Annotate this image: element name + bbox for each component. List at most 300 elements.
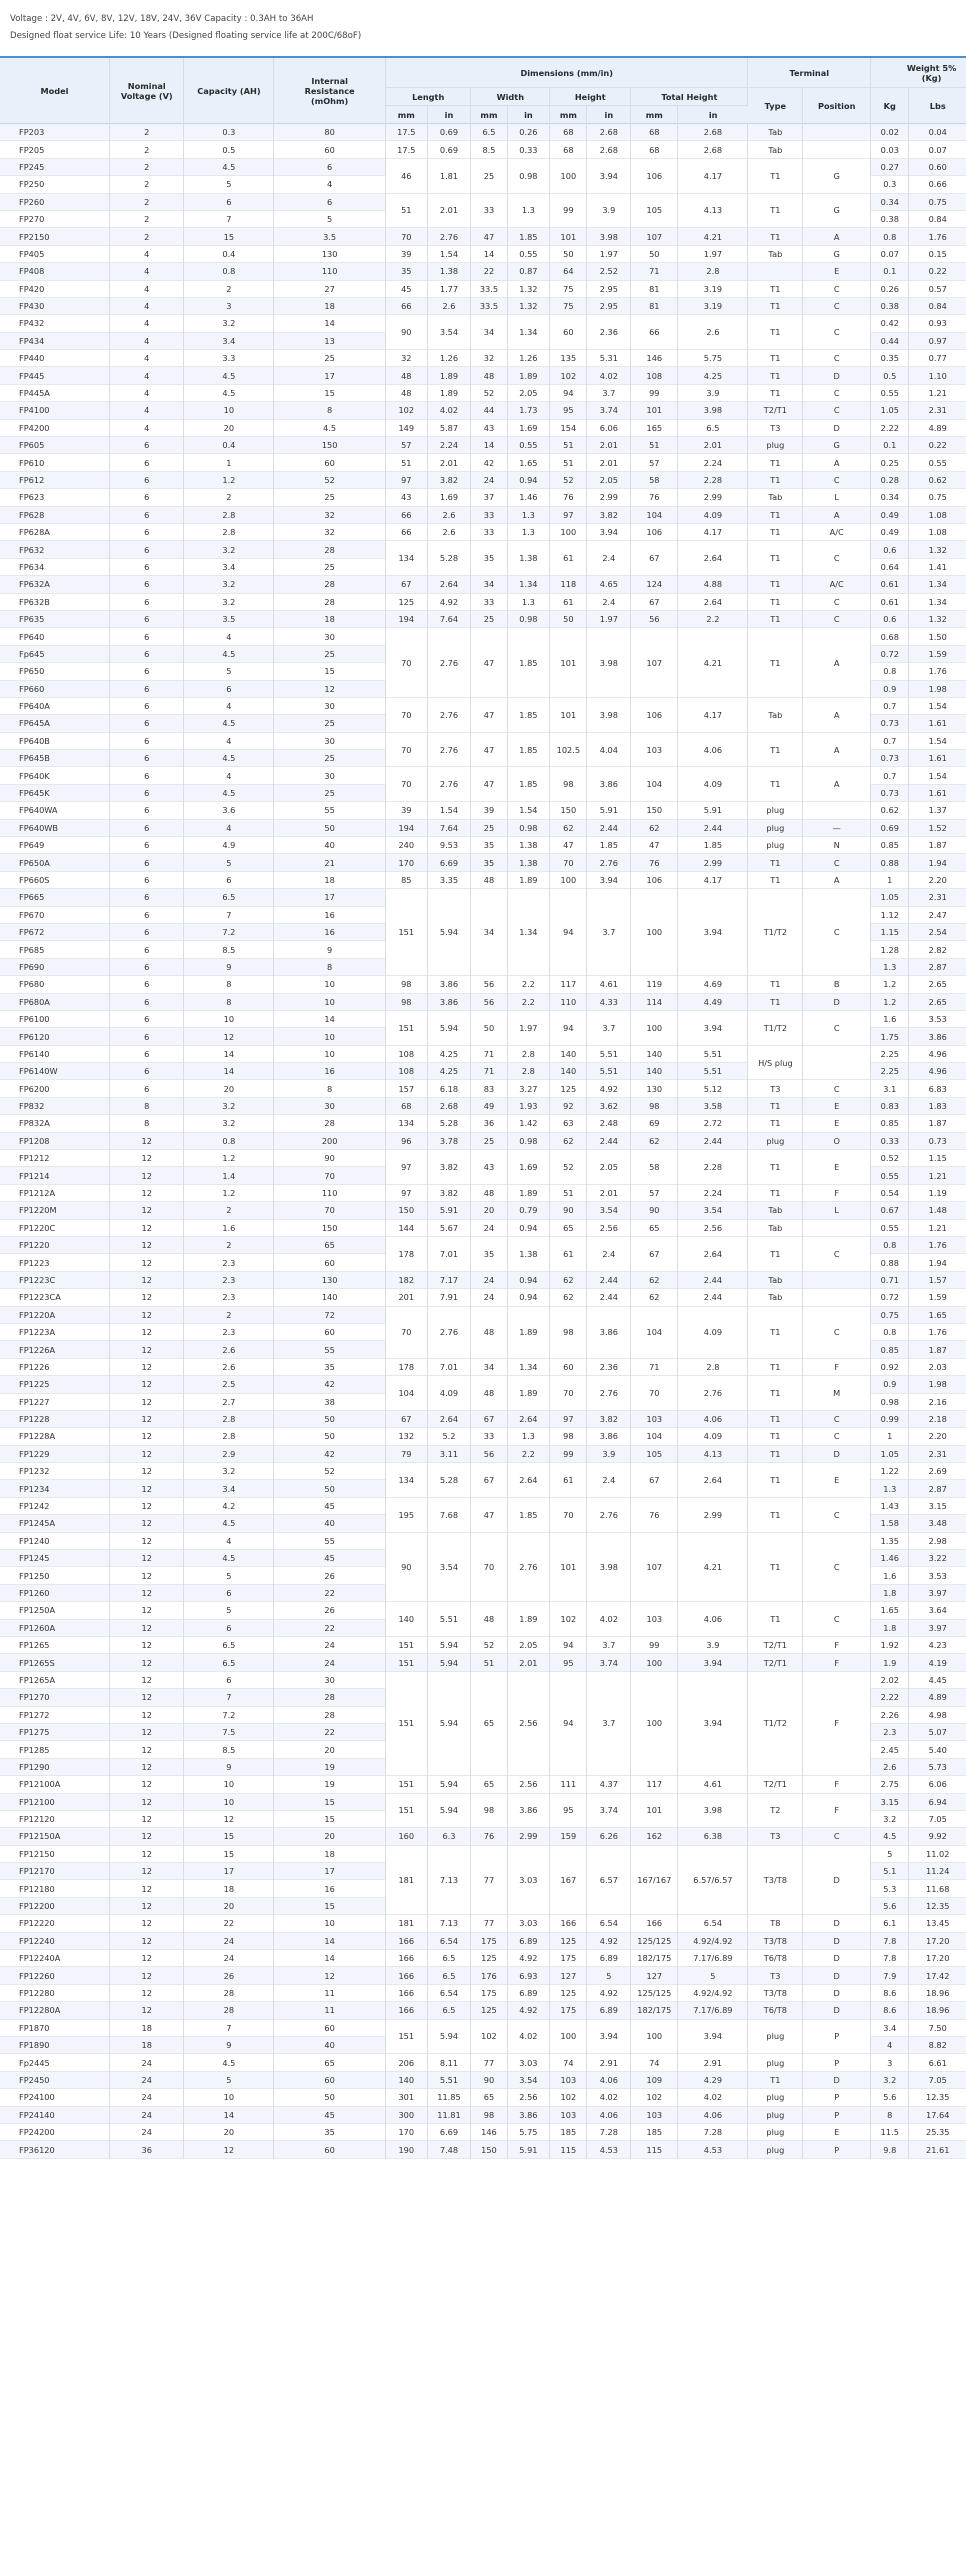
cell-th-in: 6.57/6.57: [678, 1845, 748, 1915]
cell-len-in: 5.94: [427, 1671, 471, 1775]
cell-wid-in: 1.89: [507, 1306, 550, 1358]
cell-len-mm: 300: [385, 2106, 427, 2123]
cell-hgt-mm: 60: [550, 315, 587, 350]
cell-res: 52: [274, 471, 386, 488]
cell-wid-in: 5.91: [507, 2141, 550, 2158]
cell-model: FP640: [0, 628, 110, 645]
cell-res: 42: [274, 1376, 386, 1393]
cell-kg: 0.68: [871, 628, 909, 645]
cell-model: FP1275: [0, 1723, 110, 1740]
table-row: [0, 576, 966, 593]
cell-res: 150: [274, 1219, 386, 1236]
cell-pos: D: [803, 1915, 871, 1932]
cell-lbs: 1.50: [909, 628, 966, 645]
cell-th-mm: 101: [631, 402, 678, 419]
cell-th-in: 4.17: [678, 871, 748, 888]
cell-kg: 0.72: [871, 645, 909, 662]
cell-res: 130: [274, 245, 386, 262]
cell-kg: 8.6: [871, 2002, 909, 2019]
cell-len-mm: 151: [385, 1776, 427, 1793]
cell-model: FP1212A: [0, 1184, 110, 1201]
cell-res: 30: [274, 1097, 386, 1114]
cell-hgt-in: 3.82: [587, 1410, 631, 1427]
cell-hgt-in: 1.85: [587, 837, 631, 854]
cell-cap: 3.2: [184, 576, 274, 593]
table-row: [0, 1671, 966, 1688]
cell-wid-in: 6.93: [507, 1967, 550, 1984]
cell-res: 6: [274, 193, 386, 210]
cell-res: 30: [274, 697, 386, 714]
table-row: [0, 2089, 966, 2106]
cell-hgt-in: 2.05: [587, 471, 631, 488]
cell-len-in: 5.2: [427, 1428, 471, 1445]
cell-pos: C: [803, 1237, 871, 1272]
cell-wid-mm: 35: [471, 854, 507, 871]
table-row: [0, 2019, 966, 2036]
cell-wid-in: 0.87: [507, 263, 550, 280]
cell-model: FP12150: [0, 1845, 110, 1862]
cell-kg: 8.6: [871, 1984, 909, 2001]
cell-wid-in: 1.97: [507, 1010, 550, 1045]
cell-hgt-mm: 127: [550, 1967, 587, 1984]
cell-hgt-in: 2.76: [587, 1497, 631, 1532]
cell-hgt-mm: 99: [550, 1445, 587, 1462]
cell-model: FP12150A: [0, 1828, 110, 1845]
cell-th-mm: 115: [631, 2141, 678, 2158]
table-row: [0, 732, 966, 749]
cell-cap: 2.3: [184, 1271, 274, 1288]
cell-type: plug: [748, 837, 803, 854]
cell-th-mm: 62: [631, 1271, 678, 1288]
cell-model: FP832: [0, 1097, 110, 1114]
cell-type: plug: [748, 819, 803, 836]
cell-len-mm: 17.5: [385, 124, 427, 141]
cell-len-in: 6.69: [427, 2123, 471, 2140]
cell-res: 21: [274, 854, 386, 871]
cell-hgt-in: 2.01: [587, 1184, 631, 1201]
cell-type: plug: [748, 437, 803, 454]
cell-pos: C: [803, 384, 871, 401]
cell-wid-in: 1.32: [507, 297, 550, 314]
cell-volt: 12: [110, 1254, 184, 1271]
cell-pos: F: [803, 1793, 871, 1828]
cell-volt: 4: [110, 350, 184, 367]
cell-res: 15: [274, 663, 386, 680]
cell-volt: 6: [110, 437, 184, 454]
cell-type: T3/T8: [748, 1845, 803, 1915]
cell-volt: 12: [110, 1723, 184, 1740]
cell-model: FP645B: [0, 750, 110, 767]
table-row: [0, 1845, 966, 1862]
cell-len-mm: 151: [385, 1010, 427, 1045]
cell-wid-mm: 76: [471, 1828, 507, 1845]
cell-kg: 1.8: [871, 1584, 909, 1601]
cell-kg: 1: [871, 1428, 909, 1445]
cell-kg: 6.1: [871, 1915, 909, 1932]
cell-th-in: 4.17: [678, 523, 748, 540]
cell-volt: 2: [110, 193, 184, 210]
table-row: [0, 454, 966, 471]
cell-model: FP12100: [0, 1793, 110, 1810]
cell-type: plug: [748, 2054, 803, 2071]
cell-wid-in: 1.3: [507, 193, 550, 228]
cell-kg: 0.73: [871, 715, 909, 732]
cell-res: 8: [274, 1080, 386, 1097]
cell-hgt-mm: 110: [550, 993, 587, 1010]
cell-res: 8: [274, 958, 386, 975]
cell-res: 11: [274, 1984, 386, 2001]
cell-model: FP1272: [0, 1706, 110, 1723]
cell-cap: 2: [184, 489, 274, 506]
cell-kg: 0.33: [871, 1132, 909, 1149]
cell-kg: 1.6: [871, 1567, 909, 1584]
cell-lbs: 2.18: [909, 1410, 966, 1427]
cell-hgt-mm: 118: [550, 576, 587, 593]
cell-th-in: 4.53: [678, 2141, 748, 2158]
cell-model: FP270: [0, 210, 110, 227]
cell-kg: 0.6: [871, 610, 909, 627]
cell-volt: 6: [110, 489, 184, 506]
cell-cap: 2: [184, 1202, 274, 1219]
cell-cap: 5: [184, 2071, 274, 2088]
cell-kg: 0.88: [871, 854, 909, 871]
cell-kg: 1.3: [871, 958, 909, 975]
cell-volt: 6: [110, 1010, 184, 1027]
cell-model: FP12280: [0, 1984, 110, 2001]
table-row: [0, 854, 966, 871]
cell-res: 30: [274, 767, 386, 784]
cell-kg: 7.9: [871, 1967, 909, 1984]
cell-type: T1: [748, 158, 803, 193]
cell-model: FP660S: [0, 871, 110, 888]
cell-volt: 24: [110, 2106, 184, 2123]
cell-lbs: 1.61: [909, 784, 966, 801]
cell-cap: 2.3: [184, 1323, 274, 1340]
cell-lbs: 2.69: [909, 1463, 966, 1480]
cell-kg: 0.75: [871, 1306, 909, 1323]
cell-kg: 0.72: [871, 1289, 909, 1306]
cell-pos: B: [803, 976, 871, 993]
cell-cap: 28: [184, 1984, 274, 2001]
cell-hgt-mm: 94: [550, 384, 587, 401]
cell-wid-mm: 51: [471, 1654, 507, 1671]
cell-volt: 6: [110, 715, 184, 732]
cell-hgt-in: 2.05: [587, 1150, 631, 1185]
cell-lbs: 18.96: [909, 1984, 966, 2001]
cell-model: FP1234: [0, 1480, 110, 1497]
cell-len-mm: 70: [385, 767, 427, 802]
cell-kg: 2.22: [871, 1689, 909, 1706]
cell-kg: 0.98: [871, 1393, 909, 1410]
cell-model: FP430: [0, 297, 110, 314]
cell-type: T1: [748, 1410, 803, 1427]
cell-th-in: 2.8: [678, 263, 748, 280]
cell-volt: 2: [110, 158, 184, 175]
cell-res: 19: [274, 1758, 386, 1775]
cell-th-mm: 130: [631, 1080, 678, 1097]
cell-th-in: 2.64: [678, 593, 748, 610]
cell-th-in: 3.94: [678, 1671, 748, 1775]
cell-hgt-in: 4.92: [587, 1932, 631, 1949]
cell-th-mm: 125/125: [631, 1932, 678, 1949]
cell-cap: 10: [184, 1776, 274, 1793]
cell-wid-mm: 56: [471, 976, 507, 993]
cell-kg: 0.34: [871, 193, 909, 210]
cell-th-in: 2.72: [678, 1115, 748, 1132]
cell-cap: 4.5: [184, 1515, 274, 1532]
cell-pos: D: [803, 1845, 871, 1915]
header-unit-in: in: [507, 106, 550, 124]
cell-pos: C: [803, 315, 871, 350]
cell-pos: F: [803, 1184, 871, 1201]
cell-pos: E: [803, 1150, 871, 1185]
cell-volt: 6: [110, 593, 184, 610]
cell-kg: 0.44: [871, 332, 909, 349]
cell-wid-mm: 33: [471, 1428, 507, 1445]
cell-cap: 9: [184, 958, 274, 975]
cell-th-mm: 103: [631, 1602, 678, 1637]
cell-wid-mm: 42: [471, 454, 507, 471]
cell-len-in: 4.02: [427, 402, 471, 419]
cell-type: T1: [748, 1150, 803, 1185]
cell-th-in: 2.99: [678, 854, 748, 871]
cell-type: T1: [748, 1532, 803, 1602]
cell-pos: A: [803, 506, 871, 523]
table-row: [0, 1950, 966, 1967]
cell-kg: 0.85: [871, 837, 909, 854]
cell-th-in: 3.94: [678, 1010, 748, 1045]
header-unit-in: in: [427, 106, 471, 124]
cell-res: 45: [274, 1497, 386, 1514]
cell-th-mm: 107: [631, 228, 678, 245]
table-row: [0, 871, 966, 888]
cell-pos: F: [803, 1358, 871, 1375]
cell-volt: 4: [110, 402, 184, 419]
cell-model: FP632: [0, 541, 110, 558]
cell-kg: 0.25: [871, 454, 909, 471]
cell-len-in: 5.87: [427, 419, 471, 436]
cell-volt: 12: [110, 1237, 184, 1254]
cell-hgt-in: 2.4: [587, 1463, 631, 1498]
cell-len-mm: 46: [385, 158, 427, 193]
cell-wid-mm: 125: [471, 2002, 507, 2019]
cell-th-mm: 51: [631, 437, 678, 454]
cell-wid-mm: 175: [471, 1932, 507, 1949]
table-body: [0, 124, 966, 2159]
cell-volt: 24: [110, 2089, 184, 2106]
cell-th-in: 4.17: [678, 697, 748, 732]
cell-kg: 0.85: [871, 1341, 909, 1358]
cell-cap: 15: [184, 1828, 274, 1845]
cell-wid-in: 1.89: [507, 871, 550, 888]
cell-th-in: 4.06: [678, 2106, 748, 2123]
cell-res: 70: [274, 1202, 386, 1219]
cell-wid-mm: 25: [471, 1132, 507, 1149]
cell-cap: 10: [184, 402, 274, 419]
cell-hgt-mm: 74: [550, 2054, 587, 2071]
cell-th-mm: 70: [631, 1376, 678, 1411]
cell-volt: 6: [110, 628, 184, 645]
cell-volt: 6: [110, 819, 184, 836]
cell-lbs: 2.20: [909, 871, 966, 888]
cell-res: 10: [274, 1045, 386, 1062]
cell-hgt-mm: 70: [550, 1497, 587, 1532]
cell-type: T1: [748, 610, 803, 627]
cell-res: 6: [274, 158, 386, 175]
cell-pos: C: [803, 1497, 871, 1532]
cell-res: 17: [274, 889, 386, 906]
cell-cap: 20: [184, 2123, 274, 2140]
cell-lbs: 2.47: [909, 906, 966, 923]
cell-volt: 6: [110, 941, 184, 958]
cell-model: FP1220: [0, 1237, 110, 1254]
cell-model: FP650A: [0, 854, 110, 871]
cell-hgt-mm: 62: [550, 819, 587, 836]
cell-cap: 2.8: [184, 1410, 274, 1427]
cell-lbs: 1.21: [909, 1219, 966, 1236]
cell-res: 10: [274, 976, 386, 993]
cell-lbs: 1.59: [909, 645, 966, 662]
cell-hgt-in: 2.48: [587, 1115, 631, 1132]
cell-volt: 12: [110, 1880, 184, 1897]
cell-len-mm: 181: [385, 1845, 427, 1915]
cell-model: FP1290: [0, 1758, 110, 1775]
cell-len-in: 5.28: [427, 1115, 471, 1132]
cell-res: 14: [274, 1932, 386, 1949]
table-row: [0, 228, 966, 245]
cell-len-in: 4.09: [427, 1376, 471, 1411]
cell-th-in: 4.09: [678, 1306, 748, 1358]
cell-res: 9: [274, 941, 386, 958]
cell-type: Tab: [748, 124, 803, 141]
cell-th-in: 3.58: [678, 1097, 748, 1114]
cell-hgt-mm: 92: [550, 1097, 587, 1114]
cell-th-in: 5.75: [678, 350, 748, 367]
cell-th-mm: 101: [631, 1793, 678, 1828]
cell-wid-mm: 52: [471, 384, 507, 401]
cell-wid-in: 6.89: [507, 1932, 550, 1949]
cell-lbs: 0.93: [909, 315, 966, 332]
cell-th-mm: 81: [631, 280, 678, 297]
cell-lbs: 4.96: [909, 1045, 966, 1062]
cell-cap: 5: [184, 663, 274, 680]
cell-wid-in: 1.69: [507, 1150, 550, 1185]
cell-wid-mm: 47: [471, 1497, 507, 1532]
cell-th-in: 2.44: [678, 1132, 748, 1149]
cell-th-mm: 165: [631, 419, 678, 436]
cell-th-mm: 67: [631, 1463, 678, 1498]
cell-hgt-mm: 63: [550, 1115, 587, 1132]
table-row: [0, 2054, 966, 2071]
cell-cap: 24: [184, 1950, 274, 1967]
cell-res: 24: [274, 1654, 386, 1671]
cell-len-mm: 134: [385, 1463, 427, 1498]
cell-th-mm: 124: [631, 576, 678, 593]
cell-len-mm: 182: [385, 1271, 427, 1288]
cell-th-in: 5.51: [678, 1045, 748, 1062]
cell-kg: 5.3: [871, 1880, 909, 1897]
cell-kg: 0.67: [871, 1202, 909, 1219]
cell-pos: A/C: [803, 523, 871, 540]
cell-volt: 12: [110, 1463, 184, 1480]
cell-model: FP665: [0, 889, 110, 906]
cell-hgt-mm: 94: [550, 1671, 587, 1775]
cell-volt: 6: [110, 976, 184, 993]
cell-volt: 12: [110, 1358, 184, 1375]
cell-volt: 24: [110, 2123, 184, 2140]
cell-cap: 15: [184, 1845, 274, 1862]
cell-wid-mm: 25: [471, 610, 507, 627]
table-row: [0, 837, 966, 854]
cell-lbs: 1.76: [909, 228, 966, 245]
cell-kg: 1.92: [871, 1636, 909, 1653]
cell-type: plug: [748, 2123, 803, 2140]
cell-volt: 6: [110, 732, 184, 749]
cell-wid-mm: 48: [471, 1376, 507, 1411]
table-row: [0, 697, 966, 714]
cell-volt: 12: [110, 1671, 184, 1688]
cell-hgt-in: 3.98: [587, 697, 631, 732]
cell-len-in: 6.18: [427, 1080, 471, 1097]
cell-volt: 6: [110, 993, 184, 1010]
cell-volt: 6: [110, 523, 184, 540]
cell-lbs: 11.02: [909, 1845, 966, 1862]
cell-volt: 6: [110, 471, 184, 488]
cell-lbs: 1.48: [909, 1202, 966, 1219]
cell-kg: 0.42: [871, 315, 909, 332]
cell-type: T1: [748, 1463, 803, 1498]
cell-cap: 7: [184, 906, 274, 923]
cell-lbs: 9.92: [909, 1828, 966, 1845]
cell-th-in: 4.06: [678, 732, 748, 767]
cell-cap: 4: [184, 767, 274, 784]
cell-res: 15: [274, 1793, 386, 1810]
header-unit-in: in: [678, 106, 748, 124]
cell-th-in: 4.92/4.92: [678, 1984, 748, 2001]
cell-kg: 0.8: [871, 1323, 909, 1340]
cell-type: Tab: [748, 489, 803, 506]
cell-cap: 5: [184, 1567, 274, 1584]
cell-hgt-in: 3.9: [587, 193, 631, 228]
cell-hgt-in: 3.62: [587, 1097, 631, 1114]
cell-wid-mm: 25: [471, 158, 507, 193]
cell-pos: G: [803, 437, 871, 454]
cell-volt: 12: [110, 1202, 184, 1219]
cell-hgt-in: 4.06: [587, 2106, 631, 2123]
header-unit-mm: mm: [471, 106, 507, 124]
cell-volt: 12: [110, 1567, 184, 1584]
cell-lbs: 1.94: [909, 854, 966, 871]
table-row: [0, 1271, 966, 1288]
cell-cap: 4: [184, 697, 274, 714]
cell-th-mm: 140: [631, 1063, 678, 1080]
cell-model: FP6140W: [0, 1063, 110, 1080]
cell-pos: L: [803, 489, 871, 506]
cell-th-in: 4.06: [678, 1410, 748, 1427]
cell-cap: 6: [184, 1619, 274, 1636]
cell-cap: 5: [184, 854, 274, 871]
cell-len-mm: 151: [385, 1654, 427, 1671]
cell-th-in: 2.99: [678, 1497, 748, 1532]
cell-th-in: 4.06: [678, 1602, 748, 1637]
cell-lbs: 1.08: [909, 523, 966, 540]
cell-type: T1: [748, 854, 803, 871]
cell-res: 60: [274, 2071, 386, 2088]
cell-len-mm: 48: [385, 367, 427, 384]
cell-cap: 4.9: [184, 837, 274, 854]
cell-lbs: 12.35: [909, 2089, 966, 2106]
table-row: [0, 1237, 966, 1254]
